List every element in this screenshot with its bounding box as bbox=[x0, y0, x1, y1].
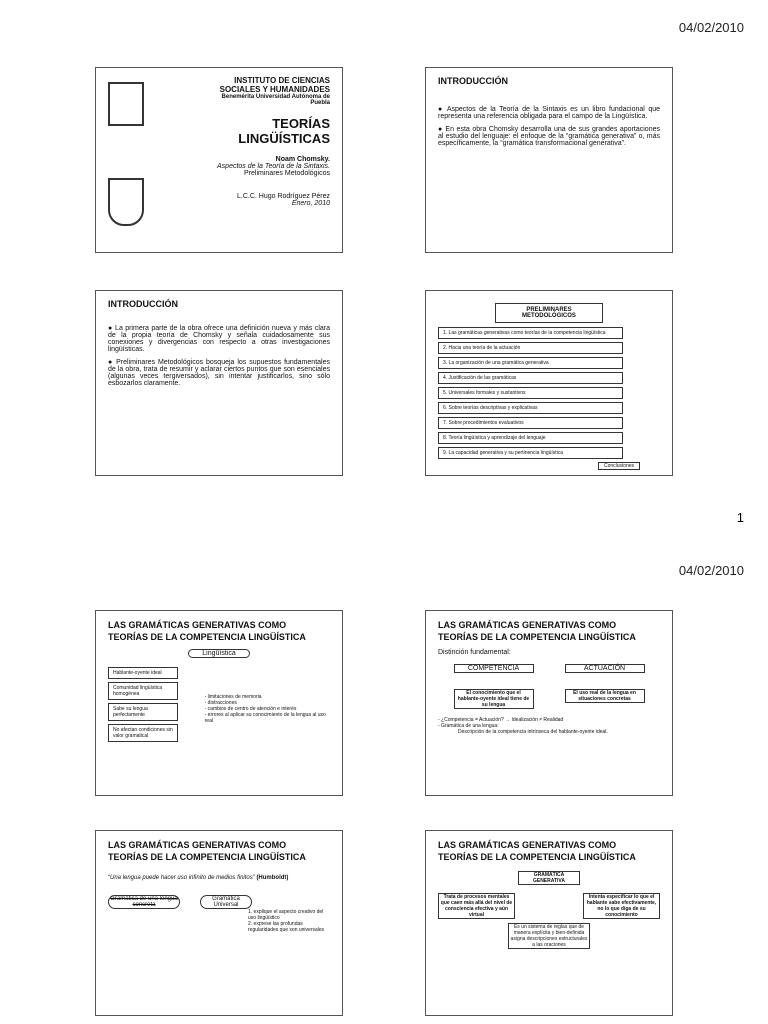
item: 8. Teoría lingüística y aprendizaje del lenguaje bbox=[438, 432, 623, 444]
slide-gen-2 bbox=[425, 610, 673, 796]
bullet: En esta obra Chomsky desarrolla una de sus grandes aportaciones al estudio del lenguaje: el enfoque de la “gramática generativa” o, más específicamente, la “gramática transformacional generativa”. bbox=[438, 126, 660, 147]
universal-node: Gramática Universal bbox=[200, 895, 252, 909]
slide-gen-4 bbox=[425, 830, 673, 1016]
slide-title bbox=[95, 67, 343, 253]
title-line: LAS GRAMÁTICAS GENERATIVAS COMO bbox=[438, 620, 617, 630]
item: 2. Hacia una teoría de la actuación bbox=[438, 342, 623, 354]
slide-gen-1 bbox=[95, 610, 343, 796]
subtitle: Preliminares Metodológicos bbox=[244, 170, 330, 177]
coat-of-arms-icon bbox=[108, 178, 144, 226]
middle-node: Es un sistema de reglas que de manera explícita y bien-definida asigna descripciones estructurales a las oraciones bbox=[508, 923, 590, 949]
title-line: LAS GRAMÁTICAS GENERATIVAS COMO bbox=[108, 620, 287, 630]
right-node: Intenta especificar lo que el hablante sabe efectivamente, no lo que diga de su conocimiento bbox=[583, 893, 660, 919]
actuacion-box: ACTUACIÓN bbox=[565, 664, 645, 673]
bullet: La primera parte de la obra ofrece una definición nueva y más clara de la propia teoría de Chomsky y señala cuidadosamente sus conexiones y divergencias con respecto a otras investigaciones lingüísticas. bbox=[108, 325, 330, 353]
item: 7. Sobre procedimientos evaluativos bbox=[438, 417, 623, 429]
date-top: 04/02/2010 bbox=[678, 20, 744, 35]
item: 6. Sobre teorías descriptivas y explicativas bbox=[438, 402, 623, 414]
author: Noam Chomsky. bbox=[275, 156, 330, 163]
dist-label: Distinción fundamental: bbox=[438, 649, 511, 656]
university-name: Benemérita Universidad Autónoma de Puebla bbox=[221, 94, 330, 106]
heading: PRELIMINARES METODOLÓGICOS bbox=[495, 303, 603, 323]
item: 2. exprese las profundas regularidades que son universales bbox=[248, 921, 325, 933]
work-title: Aspectos de la Teoría de la Sintaxis. bbox=[217, 163, 330, 170]
item: No afectan condiciones sin valor gramatical bbox=[108, 724, 178, 742]
item: Sabe su lengua perfectamente bbox=[108, 703, 178, 721]
institute-name: INSTITUTO DE CIENCIAS SOCIALES Y HUMANIDADES bbox=[219, 76, 330, 94]
note: - ¿Competencia = Actuación? → Idealización ≠ Realidad bbox=[438, 717, 564, 723]
date-line: Enero, 2010 bbox=[291, 200, 330, 207]
date-bottom: 04/02/2010 bbox=[678, 563, 744, 578]
item: Comunidad lingüística homogénea bbox=[108, 682, 178, 700]
item: - distracciones bbox=[204, 700, 237, 706]
page-number: 1 bbox=[736, 510, 744, 525]
bullet: Preliminares Metodológicos bosqueja los supuestos fundamentales de la obra, trata de resumir y aclarar ciertos puntos que son esenciales (algunas veces tergiversados), sin intentar justificarlos, sino sólo esbozarlos claramente. bbox=[108, 359, 330, 387]
conclusions-box: Conclusiones bbox=[598, 462, 640, 470]
title-line: TEORÍAS DE LA COMPETENCIA LINGÜÍSTICA bbox=[438, 852, 636, 862]
bullet: Aspectos de la Teoría de la Sintaxis es un libro fundacional que representa una referencia obligada para el campo de la Lingüística. bbox=[438, 106, 660, 120]
item: 1. explique el aspecto creativo del uso lingüístico bbox=[248, 909, 324, 921]
note: Descripción de la competencia intrínseca del hablante-oyente ideal. bbox=[458, 729, 608, 735]
item: 5. Universales formales y sustantivos bbox=[438, 387, 623, 399]
competencia-def: El conocimiento que el hablante-oyente ideal tiene de su lengua bbox=[454, 689, 534, 709]
gramatica-node: GRAMÁTICA GENERATIVA bbox=[518, 871, 580, 885]
title-line: TEORÍAS DE LA COMPETENCIA LINGÜÍSTICA bbox=[108, 852, 306, 862]
slide-intro-1: INTRODUCCIÓN ● Aspectos de la Teoría de la Sintaxis es un libro fundacional que representa una referencia obligada para el campo de la Lingüística. ● En esta obra Chomsky desarrolla una de sus grandes aportaciones al estudio del lenguaje: el enfoque de la “gramática generativa” o, más específicamente, la “gramática transformacional generativa”. bbox=[425, 67, 673, 253]
heading: INTRODUCCIÓN bbox=[438, 76, 508, 86]
title-line: TEORÍAS DE LA COMPETENCIA LINGÜÍSTICA bbox=[438, 632, 636, 642]
presentation-title: TEORÍAS LINGÜÍSTICAS bbox=[238, 116, 330, 146]
item: 1. Las gramáticas generativas como teorías de la competencia lingüística bbox=[438, 327, 623, 339]
item: 4. Justificación de las gramáticas bbox=[438, 372, 623, 384]
presenter: L.C.C. Hugo Rodríguez Pérez bbox=[237, 193, 330, 200]
title-line: LAS GRAMÁTICAS GENERATIVAS COMO bbox=[438, 840, 617, 850]
crossed-out-node: Gramática de una lengua concreta bbox=[108, 895, 180, 909]
note: - Gramática de una lengua: bbox=[438, 723, 499, 729]
slide-intro-2: INTRODUCCIÓN ● La primera parte de la obra ofrece una definición nueva y más clara de la propia teoría de Chomsky y señala cuidadosamente sus conexiones y divergencias con respecto a otras investigaciones lingüísticas. ● Preliminares Metodológicos bosqueja los supuestos fundamentales de la obra, trata de resumir y aclarar ciertos puntos que son esenciales (algunas veces tergiversados), sin intentar justificarlos, sino sólo esbozarlos claramente. bbox=[95, 290, 343, 476]
item: - errores al aplicar su conocimiento de la lengua al uso real bbox=[204, 712, 326, 724]
title-line: LAS GRAMÁTICAS GENERATIVAS COMO bbox=[108, 840, 287, 850]
item: 9. La capacidad generativa y su pertinencia lingüística bbox=[438, 447, 623, 459]
quote-author: (Humboldt) bbox=[256, 875, 289, 881]
title-line: TEORÍAS DE LA COMPETENCIA LINGÜÍSTICA bbox=[108, 632, 306, 642]
actuacion-def: El uso real de la lengua en situaciones concretas bbox=[565, 689, 645, 703]
item: - cambios de centro de atención e interés bbox=[204, 706, 297, 712]
quote: “Una lengua puede hacer uso infinito de medios finitos” bbox=[108, 875, 255, 881]
item: Hablante-oyente ideal bbox=[108, 667, 178, 679]
slide-preliminares bbox=[425, 290, 673, 476]
item: 3. La organización de una gramática generativa bbox=[438, 357, 623, 369]
heading: INTRODUCCIÓN bbox=[108, 299, 178, 309]
linguistica-node: Lingüística bbox=[188, 649, 250, 658]
competencia-box: COMPETENCIA bbox=[454, 664, 534, 673]
slide-gen-3 bbox=[95, 830, 343, 1016]
left-node: Trata de procesos mentales que caen más allá del nivel de consciencia efectiva y aún virtual bbox=[438, 893, 515, 919]
item: - limitaciones de memoria bbox=[204, 694, 262, 700]
university-seal-icon bbox=[108, 82, 144, 126]
